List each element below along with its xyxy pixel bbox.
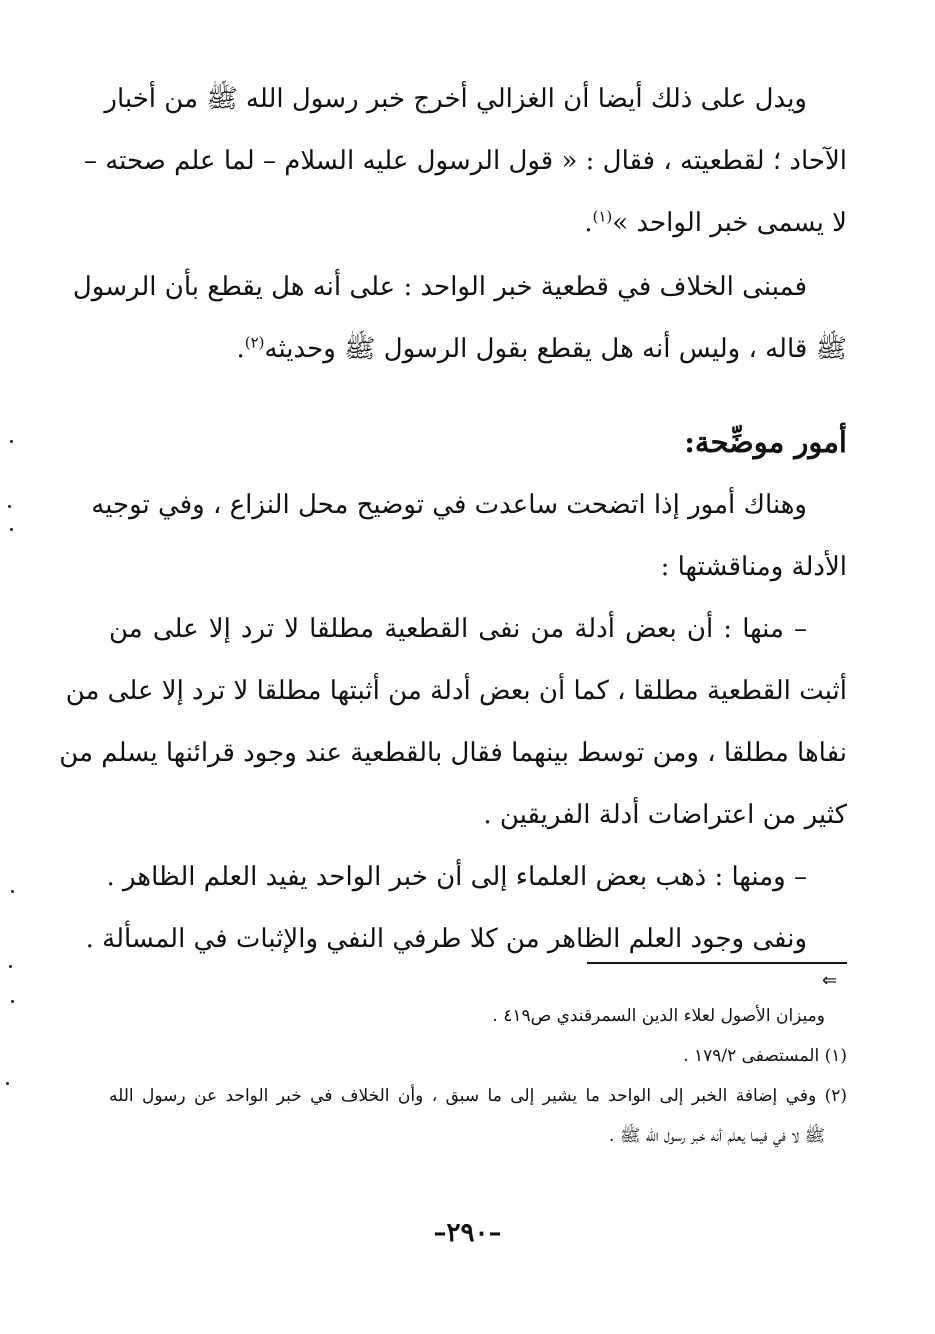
text-line: ونفى وجود العلم الظاهر من كلا طرفي النفي والإثبات في المسألة . xyxy=(85,924,807,954)
main-text xyxy=(59,68,847,970)
continuation-arrow-icon: ⇐ xyxy=(822,970,838,991)
text-line xyxy=(109,318,847,380)
paragraph xyxy=(85,846,847,970)
punctuation: . xyxy=(236,334,245,364)
text-line: فمبنى الخلاف في قطعية خبر الواحد : على أنه هل يقطع بأن الرسول xyxy=(72,272,807,302)
paragraph xyxy=(91,474,847,598)
page-number: –٢٩٠– xyxy=(433,1218,502,1248)
footnote-2-line: ﷺ لا في فيما يعلم أنه خبر رسول الله ﷺ . xyxy=(609,1126,825,1146)
paragraph xyxy=(83,68,847,254)
text-line: – ومنها : ذهب بعض العلماء إلى أن خبر الواحد يفيد العلم الظاهر . xyxy=(106,862,807,892)
text-line: وهناك أمور إذا اتضحت ساعدت في توضيح محل النزاع ، وفي توجيه xyxy=(91,490,807,520)
scan-speck xyxy=(6,1082,9,1085)
scan-speck xyxy=(11,1000,14,1003)
footnote-ref: (٢) xyxy=(244,333,265,352)
text-line: ويدل على ذلك أيضا أن الغزالي أخرج خبر رسول الله ﷺ من أخبار xyxy=(104,84,807,114)
text-line: نفاها مطلقا ، ومن توسط بينهما فقال بالقطعية عند وجود قرائنها يسلم من xyxy=(59,738,847,768)
text-line: كثير من اعتراضات أدلة الفريقين . xyxy=(483,800,847,830)
footnotes xyxy=(109,996,847,1156)
footnote-ref: (١) xyxy=(592,207,613,226)
footnote-2-line: (٢) وفي إضافة الخبر إلى الواحد ما يشير إلى ما سبق ، وأن الخلاف في خبر الواحد عن رسول الله xyxy=(109,1086,847,1106)
text-line: الآحاد ؛ لقطعيته ، فقال : « قول الرسول عليه السلام – لما علم صحته – xyxy=(83,146,847,176)
text-line: الأدلة ومناقشتها : xyxy=(660,552,847,582)
text-line: أثبت القطعية مطلقا ، كما أن بعض أدلة من أثبتها مطلقا لا ترد إلا على من xyxy=(65,676,847,706)
scan-speck xyxy=(10,440,13,443)
paragraph xyxy=(72,256,847,380)
text-line: – منها : أن بعض أدلة من نفى القطعية مطلقا لا ترد إلا على من xyxy=(109,614,807,644)
text-line xyxy=(109,192,847,254)
paragraph xyxy=(59,598,847,846)
footnote-continuation: وميزان الأصول لعلاء الدين السمرقندي ص٤١٩ . xyxy=(492,1006,825,1026)
footnote-1: (١) المستصفى ١٧٩/٢ . xyxy=(683,1046,847,1066)
text-span: لا يسمى خبر الواحد » xyxy=(612,208,847,238)
scan-speck xyxy=(10,528,13,531)
scan-speck xyxy=(11,890,14,893)
footnote-separator xyxy=(587,962,847,964)
punctuation: . xyxy=(584,208,593,238)
text-span: ﷺ قاله ، وليس أنه هل يقطع بقول الرسول ﷺ وحديثه xyxy=(264,334,847,364)
section-heading: أمور موضِّحة: xyxy=(684,425,847,459)
scan-speck xyxy=(9,965,12,968)
scan-speck xyxy=(8,505,11,508)
